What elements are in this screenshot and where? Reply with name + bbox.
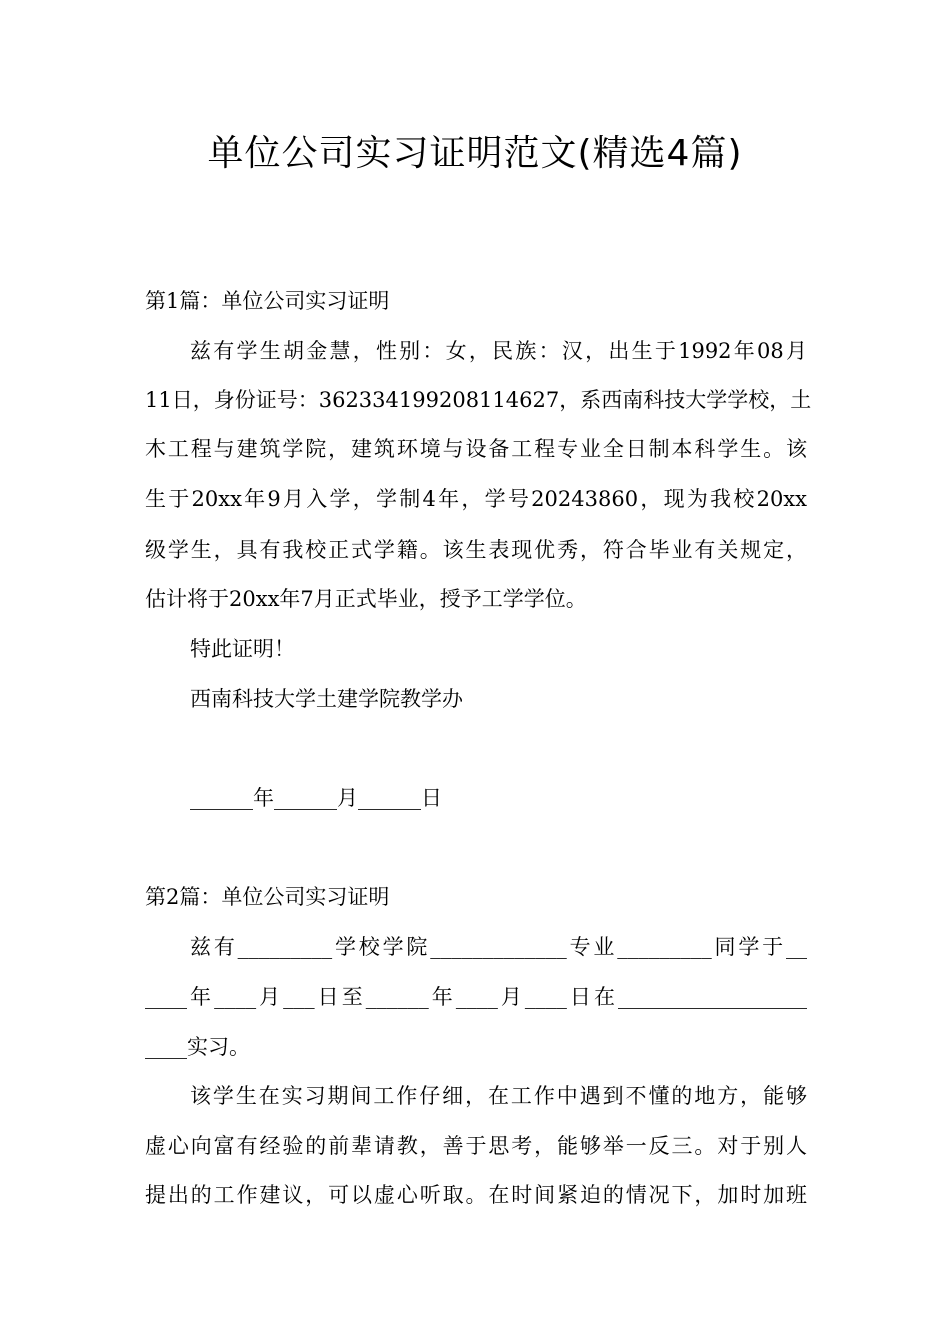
section-1-closing: 特此证明！	[190, 637, 295, 661]
section-1-issuer: 西南科技大学土建学院教学办	[190, 687, 463, 711]
section-2-paragraph-line: 该学生在实习期间工作仔细，在工作中遇到不懂的地方，能够	[190, 1084, 807, 1108]
document-title: 单位公司实习证明范文(精选4篇)	[207, 133, 743, 174]
section-1-date-line: ______年______月______日	[190, 786, 442, 810]
section-1-heading: 第1篇：单位公司实习证明	[145, 289, 390, 313]
section-2-paragraph-line: ____年____月___日至______年____月____日在__________________	[145, 985, 807, 1009]
section-2-heading: 第2篇：单位公司实习证明	[145, 885, 390, 909]
section-2-paragraph-line: 提出的工作建议，可以虚心听取。在时间紧迫的情况下，加时加班	[145, 1183, 807, 1207]
section-2-paragraph-line: 兹有_________学校学院_____________专业_________同学于__	[190, 935, 807, 959]
section-1-paragraph-line: 11日，身份证号：362334199208114627，系西南科技大学学校，土	[145, 388, 812, 412]
section-1-paragraph-line: 木工程与建筑学院，建筑环境与设备工程专业全日制本科学生。该	[145, 437, 807, 461]
section-1-paragraph-line: 生于20xx年9月入学，学制4年，学号20243860，现为我校20xx	[145, 487, 807, 511]
section-1-paragraph-line: 估计将于20xx年7月正式毕业，授予工学学位。	[145, 587, 587, 611]
section-1-paragraph-line: 级学生，具有我校正式学籍。该生表现优秀，符合毕业有关规定，	[145, 538, 807, 562]
section-2-paragraph-line: 虚心向富有经验的前辈请教，善于思考，能够举一反三。对于别人	[145, 1134, 807, 1158]
section-2-paragraph-line: ____实习。	[145, 1035, 250, 1059]
section-1-paragraph-line: 兹有学生胡金慧，性别：女，民族：汉，出生于1992年08月	[190, 339, 807, 363]
